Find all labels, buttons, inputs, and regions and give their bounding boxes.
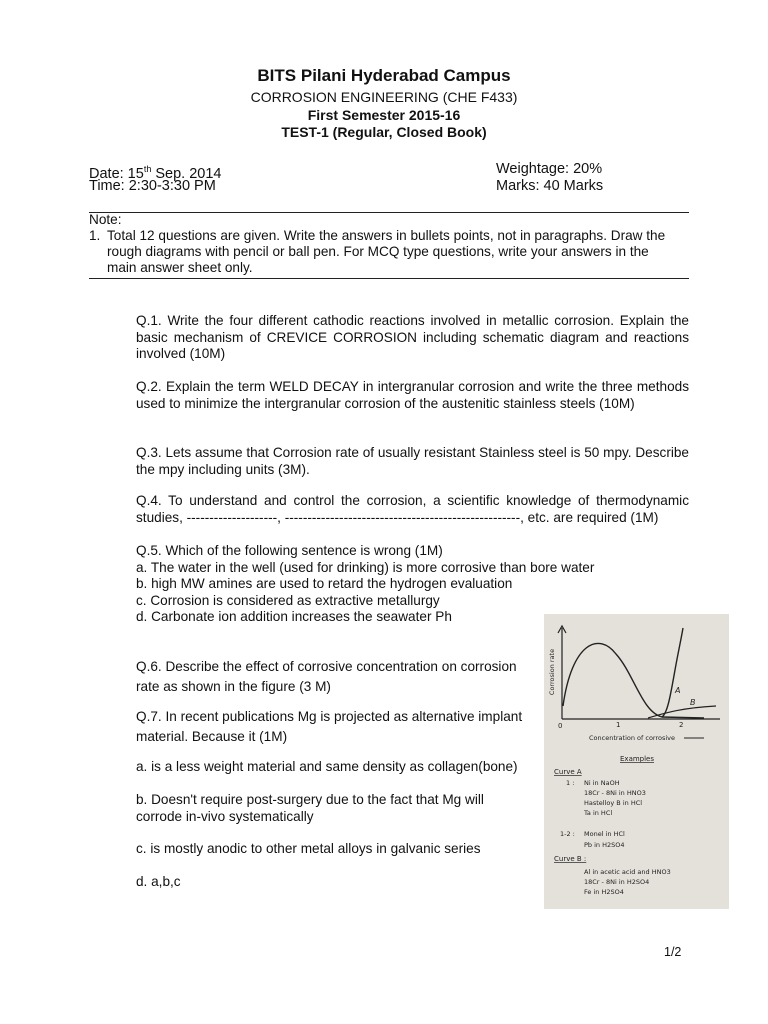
course-name: CORROSION ENGINEERING (CHE F433) bbox=[250, 89, 518, 105]
question-3: Q.3. Lets assume that Corrosion rate of usually resistant Stainless steel is 50 mpy. Describe the mpy including units (3M). bbox=[136, 445, 689, 477]
semester: First Semester 2015-16 bbox=[307, 107, 461, 123]
test-name: TEST-1 (Regular, Closed Book) bbox=[281, 124, 487, 140]
curve-b-label: B bbox=[690, 698, 696, 707]
note-item-number: 1. bbox=[89, 228, 101, 243]
exam-date: Date: 15th Sep. 2014 bbox=[89, 164, 222, 182]
curve-b-item: 18Cr - 8Ni in H2SO4 bbox=[584, 878, 650, 886]
question-7-stem: Q.7. In recent publications Mg is projected as alternative implant material. Because it (1M) bbox=[136, 709, 523, 744]
curve-a-label: A bbox=[675, 686, 681, 695]
note-item bbox=[89, 228, 689, 276]
question-7-option-b: b. Doesn't require post-surgery due to the fact that Mg will corrode in-vivo systematically bbox=[136, 792, 484, 824]
corrosion-rate-diagram bbox=[544, 614, 729, 909]
curve-a-12-item: Monel in HCl bbox=[584, 830, 625, 838]
question-1: Q.1. Write the four different cathodic reactions involved in metallic corrosion. Explain the basic mechanism of CREVICE CORROSION including schematic diagram and reactions involved (10M) bbox=[136, 313, 689, 361]
curve-b-item: Fe in H2SO4 bbox=[584, 888, 624, 896]
curve-a-1-item: Hastelloy B in HCl bbox=[584, 799, 643, 807]
note-line: main answer sheet only. bbox=[107, 260, 253, 275]
note-block bbox=[89, 212, 689, 276]
examples-title: Examples bbox=[620, 755, 655, 763]
corrosion-rate-figure bbox=[544, 614, 729, 909]
y-axis-label: Corrosion rate bbox=[548, 648, 556, 696]
x-tick-1: 1 bbox=[616, 721, 621, 729]
page-number: 1/2 bbox=[664, 945, 682, 959]
curve-a-path bbox=[563, 643, 704, 718]
curve-a-title: Curve A bbox=[554, 768, 582, 776]
note-line: rough diagrams with pencil or ball pen. For MCQ type questions, write your answers in the bbox=[107, 244, 649, 259]
curve-b-title: Curve B : bbox=[554, 855, 587, 863]
curve-a-1-label: 1 : bbox=[566, 779, 575, 787]
curve-a-1-item: 18Cr - 8Ni in HNO3 bbox=[584, 789, 646, 797]
x-axis-label: Concentration of corrosive bbox=[589, 734, 676, 742]
question-7-option-d: d. a,b,c bbox=[136, 874, 181, 889]
question-5-option-c: c. Corrosion is considered as extractive metallurgy bbox=[136, 592, 440, 608]
x-tick-2: 2 bbox=[679, 721, 684, 729]
exam-marks: Marks: 40 Marks bbox=[496, 178, 604, 194]
question-5-option-d: d. Carbonate ion addition increases the seawater Ph bbox=[136, 609, 452, 624]
exam-weightage: Weightage: 20% bbox=[496, 161, 603, 177]
question-7-option-c: c. is mostly anodic to other metal alloys in galvanic series bbox=[136, 841, 481, 856]
exam-time: Time: 2:30-3:30 PM bbox=[89, 178, 216, 194]
question-2: Q.2. Explain the term WELD DECAY in intergranular corrosion and write the three methods used to minimize the intergranular corrosion of the austenitic stainless steels (10M) bbox=[136, 379, 689, 411]
question-5-stem: Q.5. Which of the following sentence is wrong (1M) bbox=[136, 543, 443, 558]
question-6: Q.6. Describe the effect of corrosive concentration on corrosion rate as shown in the figure (3 M) bbox=[136, 659, 517, 694]
question-5-option-b: b. high MW amines are used to retard the hydrogen evaluation bbox=[136, 576, 513, 591]
question-5-option-a: a. The water in the well (used for drinking) is more corrosive than bore water bbox=[136, 559, 595, 575]
curve-a-1-item: Ni in NaOH bbox=[584, 779, 620, 787]
note-bottom-rule bbox=[89, 278, 689, 279]
curve-b-item: Al in acetic acid and HNO3 bbox=[584, 868, 671, 876]
question-7-option-a: a. is a less weight material and same density as collagen(bone) bbox=[136, 759, 518, 774]
note-heading: Note: bbox=[89, 212, 122, 227]
note-line: Total 12 questions are given. Write the answers in bullets points, not in paragraphs. Draw the bbox=[107, 228, 666, 243]
curve-a-12-item: Pb in H2SO4 bbox=[584, 841, 625, 849]
curve-a-rise bbox=[662, 628, 683, 717]
institution-title: BITS Pilani Hyderabad Campus bbox=[257, 66, 511, 85]
curve-a-1-item: Ta in HCl bbox=[584, 809, 613, 817]
x-tick-0: 0 bbox=[558, 722, 563, 730]
curve-a-12-label: 1-2 : bbox=[560, 830, 575, 838]
question-4: Q.4. To understand and control the corrosion, a scientific knowledge of thermodynamic studies, --------------------, ----------------------------------------------------, etc. are required (1M) bbox=[136, 493, 689, 525]
